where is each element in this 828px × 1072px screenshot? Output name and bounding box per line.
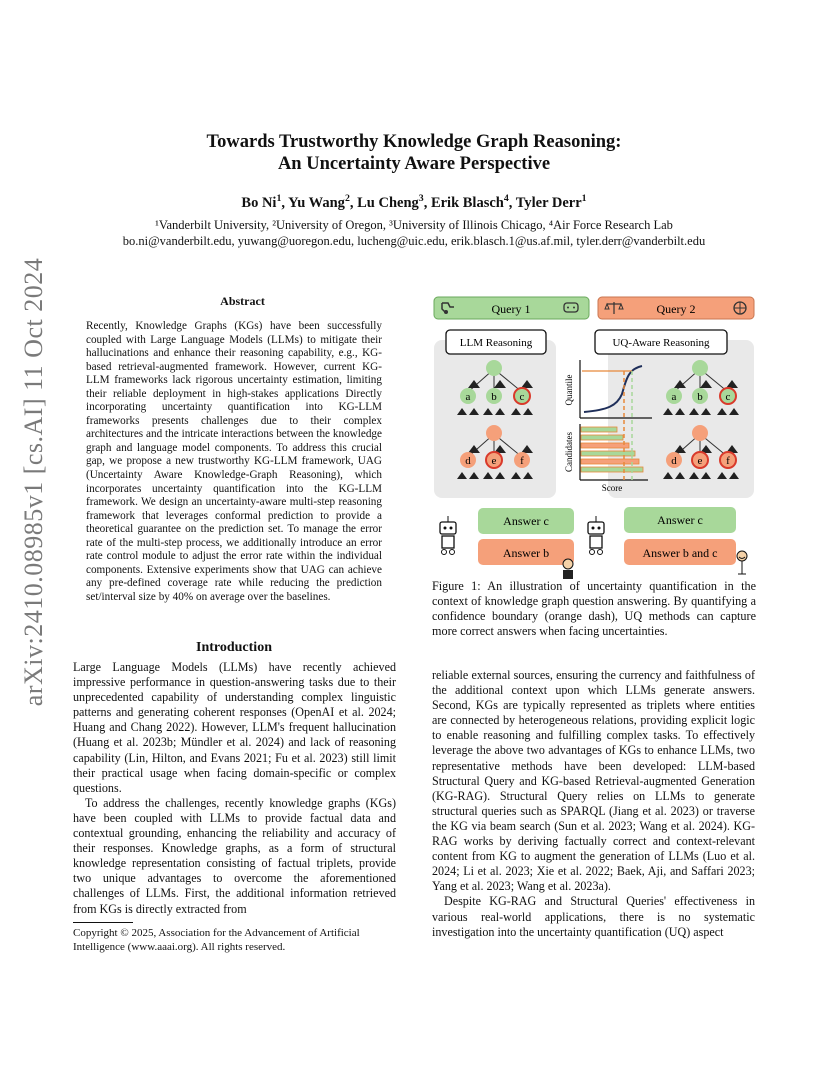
- figure-1-caption: Figure 1: An illustration of uncertainty quantification in the context of knowledge graph question answering. By quantifying a confidence boundary (orange dash), UQ methods can capture more correct answers when facing uncertainties.: [432, 579, 756, 638]
- node-label: f: [520, 455, 524, 467]
- right-paragraph-2: Despite KG-RAG and Structural Queries' effectiveness in various real-world applications, there is no systematic investigation into the uncertainty quantification (UQ) aspect: [432, 894, 755, 939]
- node-label: f: [726, 455, 730, 467]
- paper-title: [60, 131, 768, 175]
- node-label: c: [519, 391, 525, 403]
- author: Bo Ni$^1$: [241, 193, 282, 211]
- author: Lu Cheng$^3$: [357, 193, 424, 211]
- author-list: Bo Ni$^1$, Yu Wang$^2$, Lu Cheng$^3$, Erik Blasch$^4$, Tyler Derr$^1$: [241, 193, 587, 211]
- quantile-axis-label: Quantile: [564, 374, 574, 406]
- arxiv-identifier: [14, 257, 54, 707]
- title-line-2: An Uncertainty Aware Perspective: [277, 154, 551, 174]
- query2-label: Query 2: [656, 302, 696, 316]
- intro-left-column: [73, 660, 396, 917]
- node-label: a: [465, 391, 471, 403]
- query1-label: Query 1: [491, 302, 531, 316]
- angry-person-icon: [563, 559, 573, 579]
- author: Erik Blasch$^4$: [430, 193, 509, 211]
- node-label: b: [491, 391, 497, 403]
- node-label: d: [671, 455, 677, 467]
- affiliation-line: ¹Vanderbilt University, ²University of Oregon, ³University of Illinois Chicago, ⁴Air Force Research Lab: [155, 218, 673, 232]
- introduction-heading: Introduction: [196, 640, 272, 655]
- answer-left-1: Answer c: [503, 514, 549, 528]
- tree-root-node: [486, 425, 502, 441]
- node-label: d: [465, 455, 471, 467]
- footnote-rule: [73, 922, 133, 923]
- answer-right-1: Answer c: [657, 513, 703, 527]
- author: Yu Wang$^2$: [288, 193, 350, 211]
- figure-1-svg: [432, 294, 756, 579]
- node-label: e: [697, 455, 703, 467]
- candidate-bar: [581, 451, 635, 456]
- answer-right-2: Answer b and c: [642, 546, 718, 560]
- uq-reasoning-label: UQ-Aware Reasoning: [612, 337, 710, 349]
- robot-icon: [588, 516, 604, 555]
- copyright-footnote: Copyright © 2025, Association for the Advancement of Artificial Intelligence (www.aaai.org). All rights reserved.: [73, 927, 360, 953]
- tree-root-node: [486, 360, 502, 376]
- answer-left-2: Answer b: [502, 546, 550, 560]
- candidate-bar: [581, 467, 643, 472]
- affiliations: [40, 217, 788, 249]
- tree-root-node: [692, 425, 708, 441]
- candidate-bar: [581, 427, 617, 432]
- title-line-1: Towards Trustworthy Knowledge Graph Reasoning:: [206, 132, 622, 152]
- candidates-axis-label: Candidates: [564, 432, 574, 472]
- score-axis-label: Score: [601, 483, 623, 493]
- candidate-bar: [581, 443, 629, 448]
- robot-icon: [440, 516, 456, 555]
- candidate-bar: [581, 435, 623, 440]
- llm-reasoning-label: LLM Reasoning: [459, 337, 533, 349]
- node-label: a: [671, 391, 677, 403]
- email-line: bo.ni@vanderbilt.edu, yuwang@uoregon.edu, lucheng@uic.edu, erik.blasch.1@us.af.mil, tyler.derr@vanderbilt.edu: [122, 234, 706, 248]
- node-label: e: [491, 455, 497, 467]
- abstract-heading: Abstract: [220, 294, 265, 308]
- figure-1: [432, 294, 756, 584]
- happy-person-icon: [737, 551, 747, 574]
- right-paragraph-1: reliable external sources, ensuring the currency and faithfulness of the additional context upon which LLMs generate answers. Second, KGs are typically represented as triplets where entities are connected by heterogeneous relations, providing explicit logic to enable reasoning and fulfilling complex tasks. To effectively leverage the above two advantages of KGs to enhance LLMs, two representative methods have been developed: LLM-based Structural Query and KG-based Retrieval-augmented Generation (KG-RAG). Structural Query relies on LLMs to generate structural queries such as SPARQL (Jiang et al. 2023) or traverse the KG via beam search (Sun et al. 2023; Wang et al. 2024). KG-RAG works by deriving factually correct and context-relevant content from KG to augment the generation of LLMs (Luo et al. 2024; Li et al. 2023; Xie et al. 2022; Baek, Aji, and Saffari 2023; Yang et al. 2023; Wang et al. 2023a).: [432, 668, 755, 894]
- target-icon: [734, 302, 746, 314]
- arxiv-id-text: arXiv:2410.08985v1 [cs.AI] 11 Oct 2024: [19, 257, 48, 707]
- intro-paragraph-1: Large Language Models (LLMs) have recently achieved impressive performance in question-answering tasks due to their unprecedented capability of understanding complex linguistic patterns and generating coherent responses (OpenAI et al. 2024; Huang and Chang 2022). However, LLM's frequent hallucination (Huang et al. 2023b; Mündler et al. 2024) and lack of reasoning capability (Lin, Hilton, and Evans 2021; Fu et al. 2023) still limit their practical usage when facing domain-specific or complex questions.: [73, 660, 396, 795]
- candidate-bar: [581, 459, 639, 464]
- tree-root-node: [692, 360, 708, 376]
- abstract-body: Recently, Knowledge Graphs (KGs) have been successfully coupled with Large Language Models (LLMs) to mitigate their hallucinations and enhance their reasoning capability, e.g., KG-based retrieval-augmented framework. However, current KG-LLM frameworks lack rigorous uncertainty estimation, limiting their reliable deployment in high-stakes applications Directly incorporating uncertainty quantification into KG-LLM frameworks presents challenges due to their complex architectures and the intricate interactions between the knowledge graph and language model components. To address this crucial gap, we propose a new trustworthy KG-LLM framework, UAG (Uncertainty Aware Knowledge-Graph Reasoning), which incorporates uncertainty quantification into the KG-LLM framework. We design an uncertainty-aware multi-step reasoning framework that leverages conformal prediction to provide a theoretical guarantee on the prediction set. To manage the error rate of the multi-step process, we additionally introduce an error rate control module to adjust the error rate within the individual components. Extensive experiments show that UAG can achieve any pre-defined coverage rate while reducing the prediction set/interval size by 40% on average over the baselines.: [86, 320, 382, 603]
- author: Tyler Derr$^1$: [515, 193, 587, 211]
- intro-paragraph-2: To address the challenges, recently knowledge graphs (KGs) have been coupled with LLMs to provide factual data and contextual grounding, enhancing the reliability and accuracy of their responses. Knowledge graphs, as a form of structural knowledge representation consisting of factual triplets, provide two unique advantages to overcome the aforementioned challenges of LLMs. First, the additional information retrieved from KGs is directly extracted from: [73, 795, 396, 916]
- node-label: b: [697, 391, 703, 403]
- intro-right-column: [432, 668, 755, 940]
- node-label: c: [725, 391, 731, 403]
